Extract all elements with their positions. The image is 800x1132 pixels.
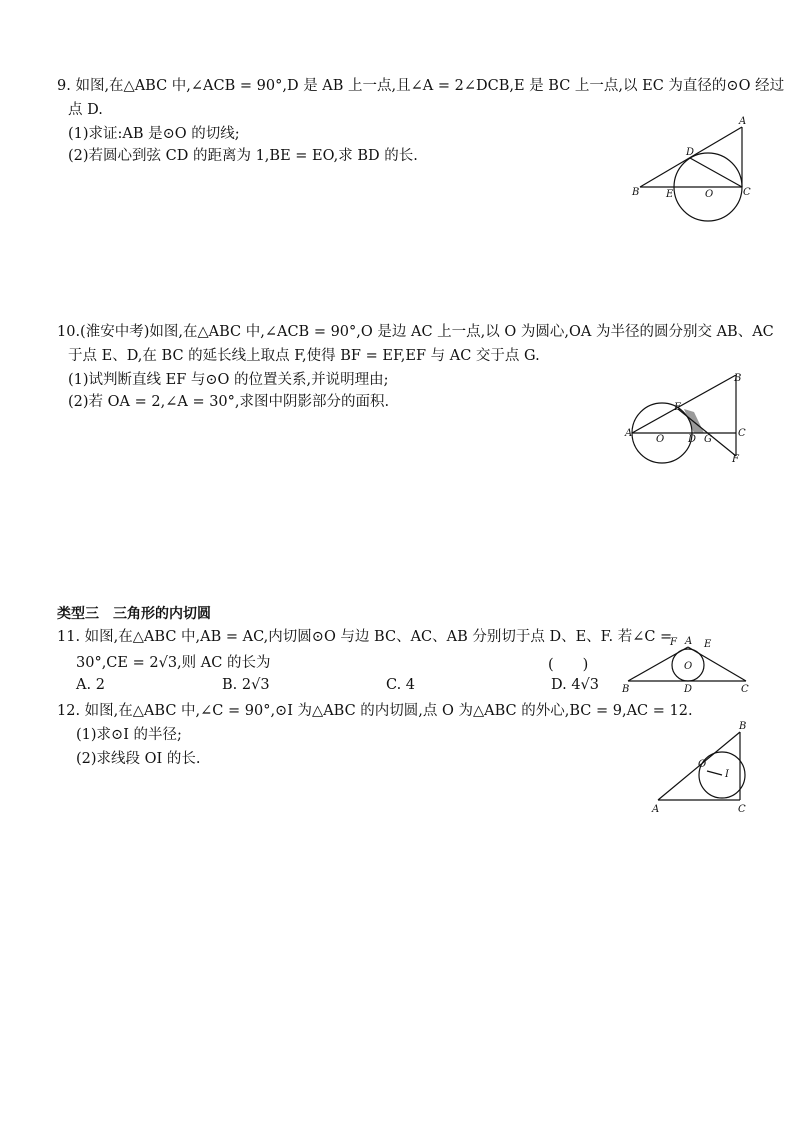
q12-subquestion-2: (2)求线段 OI 的长.	[76, 751, 201, 767]
q10-figure	[622, 368, 757, 468]
q9-label-a: A	[739, 116, 747, 127]
q11-option-a: A. 2	[76, 677, 105, 693]
q11-figure	[620, 636, 755, 696]
section-title: 类型三 三角形的内切圆	[57, 606, 211, 622]
q11-option-b: B. 2√3	[222, 677, 270, 693]
q11-label-a: A	[685, 636, 693, 647]
q10-label-f: F	[732, 454, 739, 465]
q11-label-b: B	[622, 684, 630, 695]
q10-stem-line2: 于点 E、D,在 BC 的延长线上取点 F,使得 BF = EF,EF 与 AC 交于点 G.	[68, 348, 540, 364]
q9-segment-dc	[690, 158, 742, 187]
q10-segment-ab	[632, 375, 736, 433]
q10-label-g: G	[704, 434, 712, 445]
q9-figure	[620, 115, 755, 220]
q10-subquestion-2: (2)若 OA = 2,∠A = 30°,求图中阴影部分的面积.	[68, 394, 390, 410]
q12-label-i: I	[725, 769, 729, 780]
q10-label-a: A	[625, 428, 633, 439]
q12-subquestion-1: (1)求⊙I 的半径;	[76, 727, 182, 743]
q10-label-b: B	[734, 373, 742, 384]
q11-answer-blank: ( )	[548, 657, 589, 673]
q11-label-o: O	[684, 661, 693, 672]
q11-stem-line2: 30°,CE = 2√3,则 AC 的长为	[76, 655, 271, 671]
q9-label-b: B	[632, 187, 640, 198]
q9-label-c: C	[743, 187, 751, 198]
q9-subquestion-1: (1)求证:AB 是⊙O 的切线;	[68, 126, 240, 142]
q11-stem-line1: 11. 如图,在△ABC 中,AB = AC,内切圆⊙O 与边 BC、AC、AB 分别切于点 D、E、F. 若∠C =	[57, 629, 673, 645]
q9-label-o: O	[705, 189, 714, 200]
q9-stem-line2: 点 D.	[68, 102, 103, 118]
q9-label-d: D	[686, 147, 695, 158]
q12-segment-oi	[707, 771, 722, 775]
q11-label-d: D	[684, 684, 693, 695]
q12-figure	[650, 720, 760, 820]
q11-label-c: C	[741, 684, 749, 695]
q12-stem-line1: 12. 如图,在△ABC 中,∠C = 90°,⊙I 为△ABC 的内切圆,点 O 为△ABC 的外心,BC = 9,AC = 12.	[57, 703, 693, 719]
q9-subquestion-2: (2)若圆心到弦 CD 的距离为 1,BE = EO,求 BD 的长.	[68, 148, 418, 164]
q12-label-b: B	[739, 721, 747, 732]
q10-subquestion-1: (1)试判断直线 EF 与⊙O 的位置关系,并说明理由;	[68, 372, 389, 388]
q11-option-d: D. 4√3	[551, 677, 600, 693]
q10-label-e: E	[674, 402, 682, 413]
q10-label-c: C	[738, 428, 746, 439]
q9-label-e: E	[666, 189, 674, 200]
q10-stem-line1: 10.(淮安中考)如图,在△ABC 中,∠ACB = 90°,O 是边 AC 上一点,以 O 为圆心,OA 为半径的圆分别交 AB、AC	[57, 324, 774, 340]
q11-option-c: C. 4	[386, 677, 416, 693]
q10-label-d: D	[688, 434, 697, 445]
q11-label-f: F	[670, 637, 677, 648]
q9-stem-line1: 9. 如图,在△ABC 中,∠ACB = 90°,D 是 AB 上一点,且∠A = 2∠DCB,E 是 BC 上一点,以 EC 为直径的⊙O 经过	[57, 78, 785, 94]
q12-label-a: A	[652, 804, 660, 815]
q11-label-e: E	[704, 639, 712, 650]
q12-label-o: O	[698, 759, 707, 770]
q10-label-o: O	[656, 434, 665, 445]
q10-shaded-region	[684, 409, 704, 433]
q12-label-c: C	[738, 804, 746, 815]
